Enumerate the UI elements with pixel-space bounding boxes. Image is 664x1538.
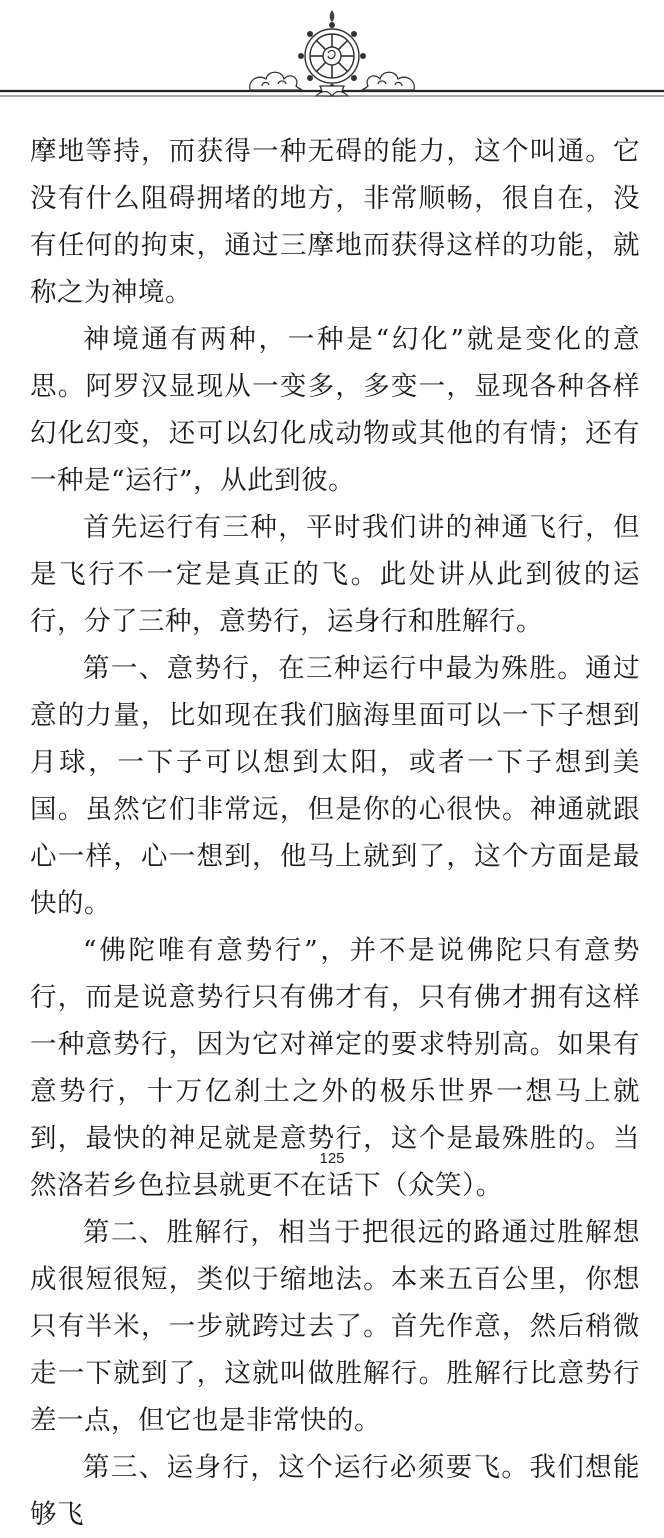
- paragraph: “佛陀唯有意势行”，并不是说佛陀只有意势行，而是说意势行只有佛才有，只有佛才拥有这样一种意势行，因为它对禅定的要求特别高。如果有意势行，十万亿刹土之外的极乐世界一想马上就到，最快的神足就是意势行，这个是最殊胜的。当然洛若乡色拉县就更不在话下（众笑）。: [30, 935, 640, 1201]
- paragraph: 摩地等持，而获得一种无碍的能力，这个叫通。它没有什么阻碍拥堵的地方，非常顺畅，很自在，没有任何的拘束，通过三摩地而获得这样的功能，就称之为神境。: [30, 136, 640, 308]
- cloud-right-icon: [362, 72, 414, 90]
- page-number: 125: [319, 1150, 345, 1167]
- paragraph: 神境通有两种，一种是“幻化”就是变化的意思。阿罗汉显现从一变多，多变一，显现各种各样幻化幻变，还可以幻化成动物或其他的有情；还有一种是“运行”，从此到彼。: [30, 324, 640, 496]
- dharma-wheel-icon: [298, 10, 366, 96]
- cloud-left-icon: [250, 72, 302, 90]
- page-header: [0, 0, 664, 110]
- paragraph: 第三、运身行，这个运行必须要飞。我们想能够飞: [30, 1452, 640, 1530]
- paragraph: 首先运行有三种，平时我们讲的神通飞行，但是飞行不一定是真正的飞。此处讲从此到彼的运行，分了三种，意势行，运身行和胜解行。: [30, 512, 640, 637]
- body-text: [30, 128, 640, 1538]
- header-ornament: [0, 0, 664, 110]
- paragraph: 第二、胜解行，相当于把很远的路通过胜解想成很短很短，类似于缩地法。本来五百公里，你想只有半米，一步就跨过去了。首先作意，然后稍微走一下就到了，这就叫做胜解行。胜解行比意势行差一点，但它也是非常快的。: [30, 1217, 640, 1436]
- paragraph: 第一、意势行，在三种运行中最为殊胜。通过意的力量，比如现在我们脑海里面可以一下子想到月球，一下子可以想到太阳，或者一下子想到美国。虽然它们非常远，但是你的心很快。神通就跟心一样，心一想到，他马上就到了，这个方面是最快的。: [30, 653, 640, 919]
